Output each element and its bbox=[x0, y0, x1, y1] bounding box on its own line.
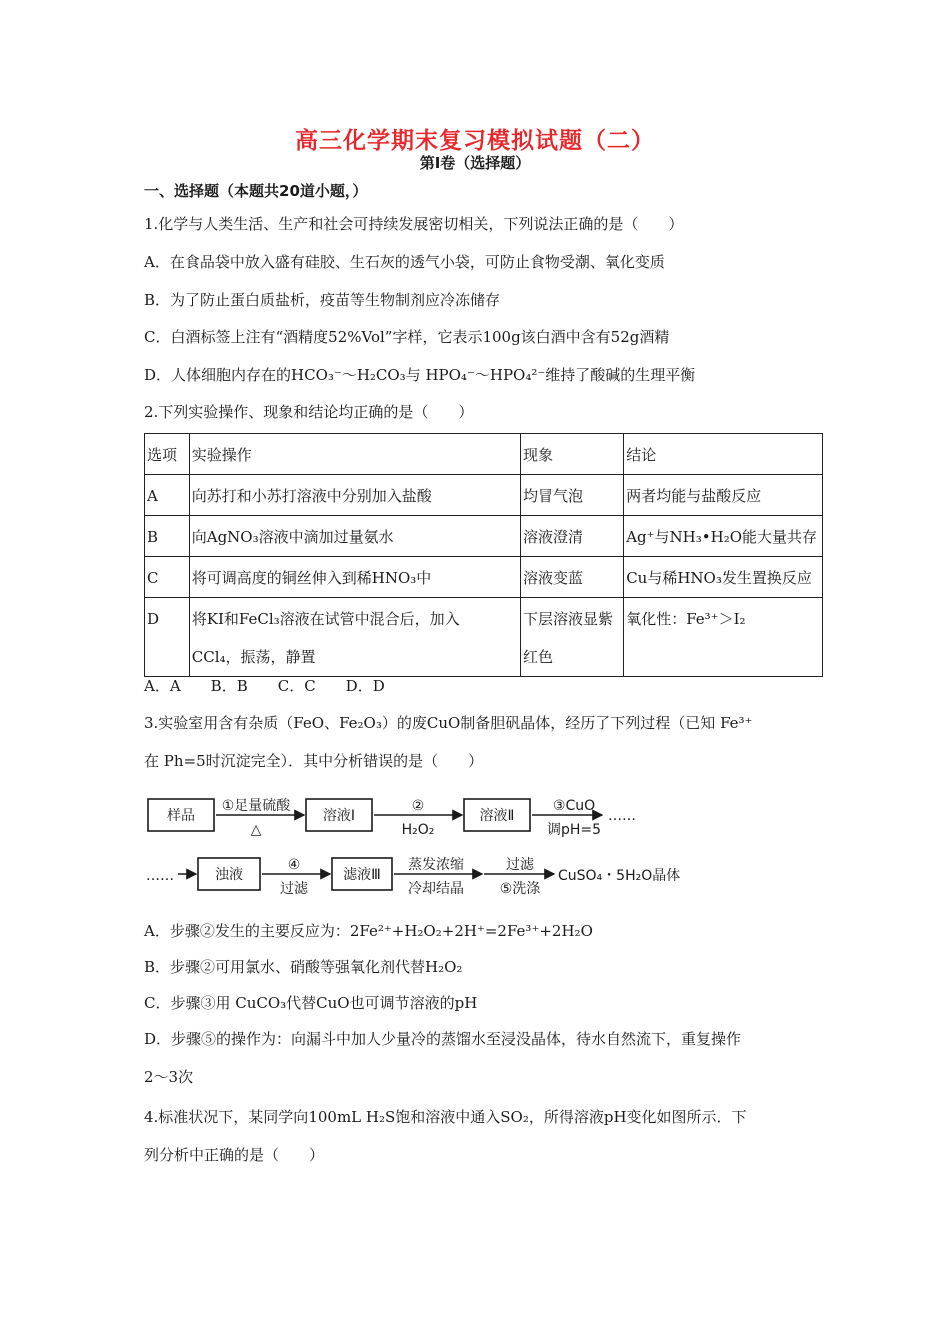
table-cell: 均冒气泡 bbox=[521, 475, 624, 516]
table-row bbox=[145, 557, 823, 598]
cell-line: 红色 bbox=[523, 648, 554, 666]
header-cell: 现象 bbox=[521, 434, 624, 475]
q3-option-c: C．步骤③用 CuCO₃代替CuO也可调节溶液的pH bbox=[144, 994, 478, 1012]
page-title: 高三化学期末复习模拟试题（二） bbox=[295, 128, 655, 154]
section-heading: 一、选择题（本题共20道小题，） bbox=[144, 182, 368, 200]
q3-stem-line2: 在 Ph=5时沉淀完全）．其中分析错误的是（ ） bbox=[144, 752, 484, 770]
flow-arrow-5-top: 蒸发浓缩 bbox=[408, 857, 464, 873]
q2-answer-choices: A．A B．B C．C D．D bbox=[144, 677, 385, 695]
flow-arrow-6-top: 过滤 bbox=[506, 857, 534, 873]
table-row bbox=[145, 516, 823, 557]
table-cell: A bbox=[145, 475, 190, 516]
q4-stem-line2: 列分析中正确的是（ ） bbox=[144, 1146, 325, 1164]
q1-option-b: B．为了防止蛋白质盐析，疫苗等生物制剂应冷冻储存 bbox=[144, 291, 501, 309]
table-row bbox=[145, 475, 823, 516]
table-cell: 氧化性：Fe³⁺＞I₂ bbox=[624, 598, 823, 677]
flow-arrow-1-top: ①足量硫酸 bbox=[221, 798, 291, 814]
header-cell: 实验操作 bbox=[189, 434, 520, 475]
header-cell: 选项 bbox=[145, 434, 190, 475]
flow-box-sample-label: 样品 bbox=[167, 808, 195, 824]
table-cell: 溶液澄清 bbox=[521, 516, 624, 557]
flow-arrow-3-bottom: 调pH=5 bbox=[546, 822, 602, 838]
q3-option-b: B．步骤②可用氯水、硝酸等强氧化剂代替H₂O₂ bbox=[144, 958, 463, 976]
flow-box-solution-1-label: 溶液Ⅰ bbox=[322, 808, 356, 824]
q3-option-d: D．步骤⑤的操作为：向漏斗中加人少量冷的蒸馏水至浸没晶体，待水自然流下，重复操作 bbox=[144, 1030, 742, 1048]
volume-subtitle: 第Ⅰ卷（选择题） bbox=[419, 154, 531, 172]
header-cell: 结论 bbox=[624, 434, 823, 475]
table-cell bbox=[521, 598, 624, 677]
q2-table bbox=[144, 433, 823, 677]
flow-dots-start: …… bbox=[146, 868, 174, 884]
table-cell: 溶液变蓝 bbox=[521, 557, 624, 598]
cell-line: 将KI和FeCl₃溶液在试管中混合后，加入 bbox=[191, 610, 460, 628]
flow-dots-end: …… bbox=[608, 808, 636, 824]
table-cell bbox=[189, 598, 520, 677]
flow-arrow-5-bottom: 冷却结晶 bbox=[408, 881, 464, 897]
q1-option-d: D．人体细胞内存在的HCO₃⁻～H₂CO₃与 HPO₄⁻～HPO₄²⁻维持了酸碱的生理平衡 bbox=[144, 366, 696, 384]
table-cell: C bbox=[145, 557, 190, 598]
q1-stem: 1.化学与人类生活、生产和社会可持续发展密切相关，下列说法正确的是（ ） bbox=[144, 215, 684, 233]
flow-box-suspension-label: 浊液 bbox=[215, 867, 243, 883]
q3-stem-line1: 3.实验室用含有杂质（FeO、Fe₂O₃）的废CuO制备胆矾晶体，经历了下列过程（已知 Fe³⁺ bbox=[144, 714, 753, 732]
q2-stem: 2.下列实验操作、现象和结论均正确的是（ ） bbox=[144, 403, 474, 421]
table-header-row bbox=[145, 434, 823, 475]
q1-option-a: A．在食品袋中放入盛有硅胶、生石灰的透气小袋，可防止食物受潮、氧化变质 bbox=[144, 253, 665, 271]
flow-arrow-4-bottom: 过滤 bbox=[280, 881, 308, 897]
flow-arrow-6-bottom: ⑤洗涤 bbox=[499, 881, 541, 897]
table-cell: 向AgNO₃溶液中滴加过量氨水 bbox=[189, 516, 520, 557]
table-cell: Ag⁺与NH₃•H₂O能大量共存 bbox=[624, 516, 823, 557]
table-cell: Cu与稀HNO₃发生置换反应 bbox=[624, 557, 823, 598]
table-cell: 两者均能与盐酸反应 bbox=[624, 475, 823, 516]
flow-arrow-3-top: ③CuO bbox=[552, 798, 596, 814]
q4-stem-line1: 4.标准状况下，某同学向100mL H₂S饱和溶液中通入SO₂，所得溶液pH变化如图所示．下 bbox=[144, 1108, 747, 1126]
flow-box-solution-2-label: 溶液Ⅱ bbox=[479, 808, 515, 824]
flow-arrow-2-top: ② bbox=[411, 798, 425, 814]
flow-arrow-2-bottom: H₂O₂ bbox=[401, 822, 435, 838]
q3-option-a: A．步骤②发生的主要反应为：2Fe²⁺+H₂O₂+2H⁺=2Fe³⁺+2H₂O bbox=[144, 922, 593, 940]
cell-line: 下层溶液显紫 bbox=[523, 610, 614, 628]
q3-option-d-continued: 2～3次 bbox=[144, 1068, 194, 1086]
cell-line: CCl₄，振荡，静置 bbox=[191, 648, 316, 666]
flow-arrow-4-top: ④ bbox=[287, 857, 301, 873]
flow-box-filtrate-3-label: 滤液Ⅲ bbox=[343, 867, 381, 883]
table-cell: B bbox=[145, 516, 190, 557]
flow-arrow-1-bottom: △ bbox=[250, 822, 262, 838]
flow-product-label: CuSO₄・5H₂O晶体 bbox=[558, 868, 681, 884]
table-cell: D bbox=[145, 598, 190, 677]
table-cell: 将可调高度的铜丝伸入到稀HNO₃中 bbox=[189, 557, 520, 598]
q1-option-c: C．白酒标签上注有“酒精度52%Vol”字样，它表示100g该白酒中含有52g酒精 bbox=[144, 328, 670, 346]
table-row bbox=[145, 598, 823, 677]
table-cell: 向苏打和小苏打溶液中分别加入盐酸 bbox=[189, 475, 520, 516]
